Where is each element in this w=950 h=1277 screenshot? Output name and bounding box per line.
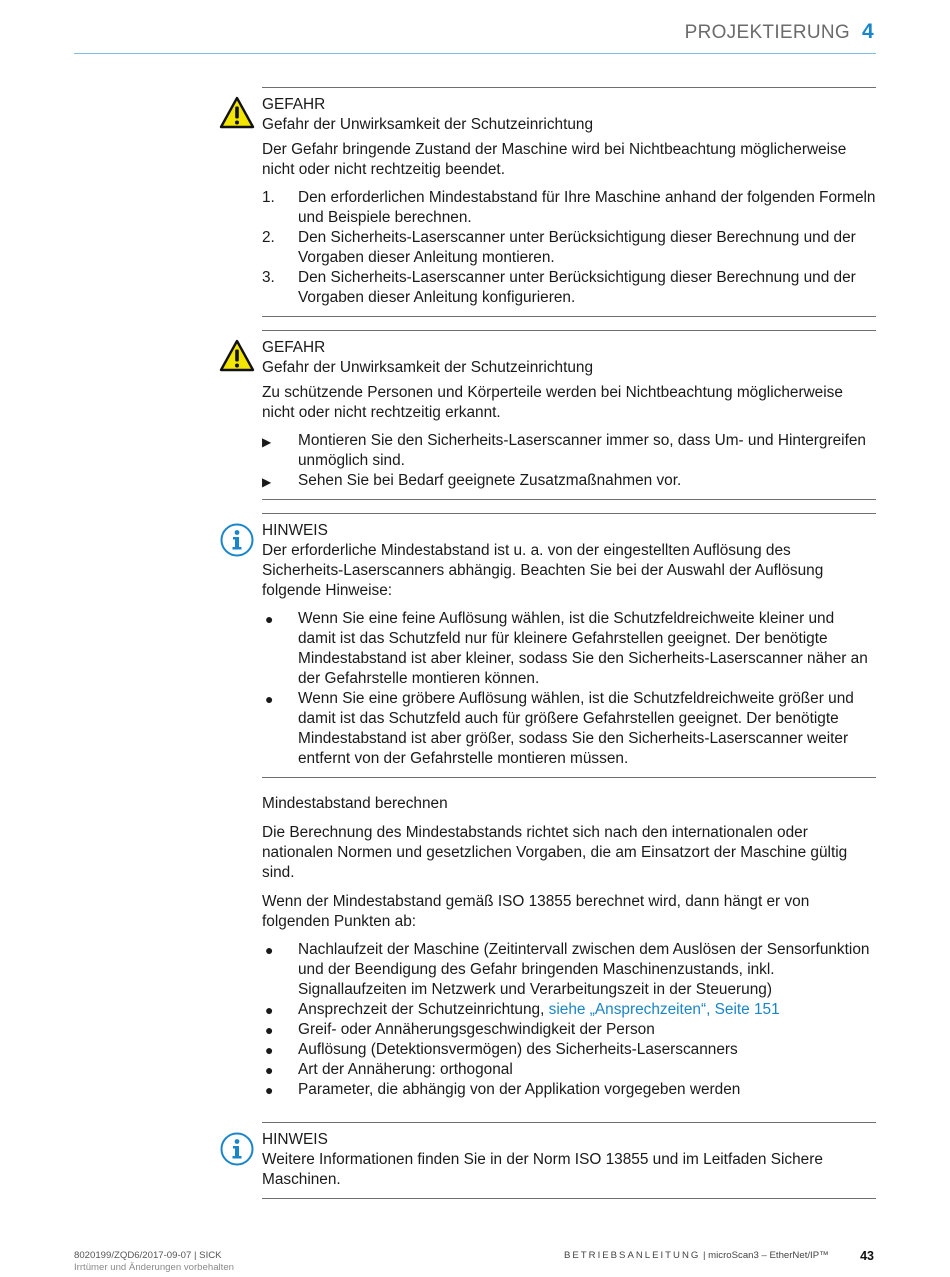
factor-list [262,940,876,1100]
list-item-text: Art der Annäherung: orthogonal [298,1061,513,1078]
list-item [262,1020,876,1040]
warning-triangle-icon [219,339,255,379]
note-list [262,609,876,769]
bullet: ● [265,1082,274,1098]
step-text: Den Sicherheits-Laserscanner unter Berücksichtigung dieser Berechnung und der Vorgaben dieser Anleitung montieren. [298,229,856,266]
list-item-text: Nachlaufzeit der Maschine (Zeitintervall zwischen dem Auslösen der Sensorfunktion und der Beendigung des Gefahr bringenden Maschinenzustands, inkl. Signallaufzeiten im Netzwerk und Verarbeitungszeit in der Steuerung) [298,941,870,998]
list-item [262,940,876,1000]
danger-subtitle: Gefahr der Unwirksamkeit der Schutzeinrichtung [262,359,594,376]
action-text: Montieren Sie den Sicherheits-Laserscanner immer so, dass Um- und Hintergreifen unmöglich sind. [298,432,866,469]
bullet: ● [265,1002,274,1018]
header-rule [74,53,876,54]
info-icon [219,522,255,564]
list-item [262,689,876,769]
bullet: ● [265,611,274,627]
bullet: ● [265,1042,274,1058]
danger-text: Der Gefahr bringende Zustand der Maschine wird bei Nichtbeachtung möglicherweise nicht oder nicht rechtzeitig beendet. [262,141,847,178]
disclaimer: Irrtümer und Änderungen vorbehalten [74,1262,234,1273]
step-number: 2. [262,229,275,246]
info-notice-2 [262,1122,876,1199]
chapter-number: 4 [862,20,874,43]
danger-text: Zu schützende Personen und Körperteile werden bei Nichtbeachtung möglicherweise nicht oder nicht rechtzeitig erkannt. [262,384,843,421]
note-text: Der erforderliche Mindestabstand ist u. a. von der eingestellten Auflösung des Sicherheits-Laserscanners abhängig. Beachten Sie bei der Auswahl der Auflösung folgende Hinweise: [262,542,824,599]
step-item [262,268,876,308]
note-heading: HINWEIS [262,522,328,539]
step-item [262,188,876,228]
action-item [262,471,876,491]
footer-center [564,1250,829,1261]
list-item-text: Auflösung (Detektionsvermögen) des Sicherheits-Laserscanners [298,1041,738,1058]
section-paragraph-1: Die Berechnung des Mindestabstands richtet sich nach den internationalen oder nationalen Normen und gesetzlichen Vorgaben, die am Einsatzort der Maschine gültig sind. [262,824,848,881]
footer-left [74,1250,234,1274]
page-number: 43 [860,1249,874,1263]
list-item-text: Ansprechzeit der Schutzeinrichtung, [298,1001,549,1018]
arrow-right-icon: ▶ [262,475,272,489]
step-number: 3. [262,269,275,286]
danger-notice-1 [262,87,876,317]
section-title: Mindestabstand berechnen [262,795,448,812]
list-item [262,1000,876,1020]
bullet: ● [265,691,274,707]
list-item-text: Parameter, die abhängig von der Applikation vorgegeben werden [298,1081,741,1098]
product-name: | microScan3 – EtherNet/IP™ [700,1250,829,1261]
document-id: 8020199/ZQD6/2017-09-07 | SICK [74,1250,222,1261]
step-text: Den Sicherheits-Laserscanner unter Berücksichtigung dieser Berechnung und der Vorgaben dieser Anleitung konfigurieren. [298,269,856,306]
section-paragraph-2: Wenn der Mindestabstand gemäß ISO 13855 berechnet wird, dann hängt er von folgenden Punkten ab: [262,893,810,930]
danger-notice-2 [262,330,876,500]
document-type: BETRIEBSANLEITUNG [564,1250,701,1261]
list-item-text: Greif- oder Annäherungsgeschwindigkeit der Person [298,1021,655,1038]
list-item-text: Wenn Sie eine feine Auflösung wählen, ist die Schutzfeldreichweite kleiner und damit ist das Schutzfeld nur für kleinere Gefahrstellen geeignet. Der benötigte Mindestabstand ist aber kleiner, sodass Sie den Sicherheits-Laserscanner näher an der Gefahrstelle montieren können. [298,610,868,687]
info-notice-1 [262,513,876,778]
danger-steps [262,188,876,308]
bullet: ● [265,1062,274,1078]
info-icon [219,1131,255,1173]
note-text: Weitere Informationen finden Sie in der Norm ISO 13855 und im Leitfaden Sichere Maschinen. [262,1151,823,1188]
chapter-header [685,20,874,44]
note-heading: HINWEIS [262,1131,328,1148]
list-item [262,1040,876,1060]
action-text: Sehen Sie bei Bedarf geeignete Zusatzmaßnahmen vor. [298,472,682,489]
page-content [262,87,876,1199]
step-text: Den erforderlichen Mindestabstand für Ihre Maschine anhand der folgenden Formeln und Beispiele berechnen. [298,189,876,226]
danger-heading: GEFAHR [262,339,326,356]
response-times-link[interactable]: siehe „Ansprechzeiten“, Seite 151 [548,1001,780,1018]
list-item [262,1080,876,1100]
danger-subtitle: Gefahr der Unwirksamkeit der Schutzeinrichtung [262,116,594,133]
step-number: 1. [262,189,275,206]
bullet: ● [265,1022,274,1038]
danger-heading: GEFAHR [262,96,326,113]
step-item [262,228,876,268]
chapter-title: PROJEKTIERUNG [684,22,851,43]
arrow-right-icon: ▶ [262,435,272,449]
list-item [262,609,876,689]
action-item [262,431,876,471]
list-item [262,1060,876,1080]
bullet: ● [265,942,274,958]
warning-triangle-icon [219,96,255,136]
list-item-text: Wenn Sie eine gröbere Auflösung wählen, ist die Schutzfeldreichweite größer und damit ist das Schutzfeld auch für größere Gefahrstellen geeignet. Der benötigte Mindestabstand ist aber größer, sodass Sie den Sicherheits-Laserscanner weiter entfernt von der Gefahrstelle montieren müssen. [298,690,854,767]
danger-actions [262,431,876,491]
